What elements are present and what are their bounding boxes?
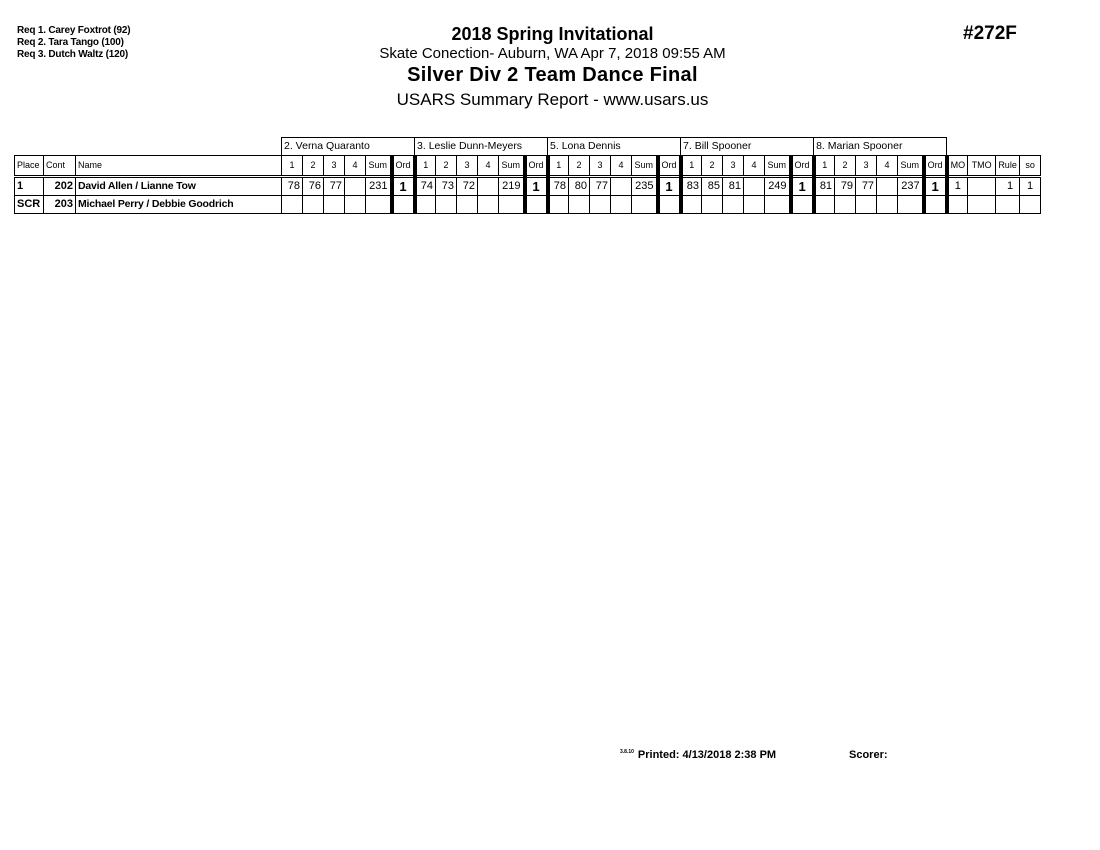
ord-cell (392, 196, 415, 214)
ord-cell: 1 (924, 177, 947, 196)
score-cell (282, 196, 303, 214)
score-cell: 72 (457, 177, 478, 196)
col-j1-ord: Ord (392, 156, 415, 177)
col-j3-4: 4 (611, 156, 632, 177)
score-cell (877, 177, 898, 196)
col-tmo: TMO (968, 156, 996, 177)
sum-cell (366, 196, 392, 214)
col-j4-4: 4 (744, 156, 765, 177)
venue-line: Skate Conection- Auburn, WA Apr 7, 2018 09:55 AM (379, 45, 726, 62)
sum-cell (499, 196, 525, 214)
judge-header-3: 5. Lona Dennis (548, 138, 681, 156)
col-j1-4: 4 (345, 156, 366, 177)
sum-cell: 219 (499, 177, 525, 196)
col-j2-2: 2 (436, 156, 457, 177)
col-j5-3: 3 (856, 156, 877, 177)
ord-cell: 1 (525, 177, 548, 196)
col-j4-1: 1 (681, 156, 702, 177)
requirement-3: Req 3. Dutch Waltz (120) (17, 49, 128, 60)
ord-cell (791, 196, 814, 214)
requirement-2: Req 2. Tara Tango (100) (17, 37, 124, 48)
ord-cell (658, 196, 681, 214)
sum-cell: 231 (366, 177, 392, 196)
score-cell (415, 196, 436, 214)
sum-cell (632, 196, 658, 214)
score-cell: 77 (856, 177, 877, 196)
col-j5-1: 1 (814, 156, 835, 177)
score-cell (611, 196, 632, 214)
score-cell: 76 (303, 177, 324, 196)
col-cont: Cont (44, 156, 76, 177)
place-cell: SCR (15, 196, 44, 214)
ord-cell: 1 (791, 177, 814, 196)
score-cell (856, 196, 877, 214)
col-so: so (1020, 156, 1041, 177)
rule-cell: 1 (996, 177, 1020, 196)
col-j1-1: 1 (282, 156, 303, 177)
col-j4-2: 2 (702, 156, 723, 177)
score-cell (478, 196, 499, 214)
score-cell: 81 (723, 177, 744, 196)
column-header-row (15, 156, 1041, 177)
score-cell: 77 (590, 177, 611, 196)
ord-cell: 1 (392, 177, 415, 196)
score-cell (877, 196, 898, 214)
score-cell: 74 (415, 177, 436, 196)
score-cell (303, 196, 324, 214)
mo-cell: 1 (947, 177, 968, 196)
score-cell: 78 (282, 177, 303, 196)
score-cell: 79 (835, 177, 856, 196)
col-j3-sum: Sum (632, 156, 658, 177)
ord-cell: 1 (658, 177, 681, 196)
score-cell (611, 177, 632, 196)
score-cell (436, 196, 457, 214)
score-cell: 78 (548, 177, 569, 196)
name-cell: David Allen / Lianne Tow (76, 177, 282, 196)
sum-cell: 237 (898, 177, 924, 196)
col-j2-sum: Sum (499, 156, 525, 177)
table-row (15, 196, 1041, 214)
col-j1-2: 2 (303, 156, 324, 177)
tmo-cell (968, 196, 996, 214)
sum-cell: 235 (632, 177, 658, 196)
col-j5-ord: Ord (924, 156, 947, 177)
cont-cell: 203 (44, 196, 76, 214)
col-j2-3: 3 (457, 156, 478, 177)
judge-header-5: 8. Marian Spooner (814, 138, 947, 156)
score-cell: 83 (681, 177, 702, 196)
rule-cell (996, 196, 1020, 214)
table-row (15, 177, 1041, 196)
score-cell (457, 196, 478, 214)
score-cell (345, 177, 366, 196)
score-cell (681, 196, 702, 214)
sum-cell (898, 196, 924, 214)
col-place: Place (15, 156, 44, 177)
report-title: USARS Summary Report - www.usars.us (396, 90, 709, 109)
ord-cell (924, 196, 947, 214)
cont-cell: 202 (44, 177, 76, 196)
mo-cell (947, 196, 968, 214)
col-j5-2: 2 (835, 156, 856, 177)
printed-timestamp: Printed: 4/13/2018 2:38 PM (637, 749, 777, 761)
score-cell (478, 177, 499, 196)
score-cell: 73 (436, 177, 457, 196)
score-cell (723, 196, 744, 214)
score-cell: 85 (702, 177, 723, 196)
name-cell: Michael Perry / Debbie Goodrich (76, 196, 282, 214)
ord-cell (525, 196, 548, 214)
score-cell (702, 196, 723, 214)
judge-header-2: 3. Leslie Dunn-Meyers (415, 138, 548, 156)
tmo-cell (968, 177, 996, 196)
judge-header-4: 7. Bill Spooner (681, 138, 814, 156)
score-cell (835, 196, 856, 214)
so-cell: 1 (1020, 177, 1041, 196)
so-cell (1020, 196, 1041, 214)
col-j3-2: 2 (569, 156, 590, 177)
requirement-1: Req 1. Carey Foxtrot (92) (17, 25, 131, 36)
col-j4-sum: Sum (765, 156, 791, 177)
score-cell (744, 177, 765, 196)
event-number: #272F (963, 23, 1017, 44)
score-cell (814, 196, 835, 214)
score-cell (548, 196, 569, 214)
score-cell (744, 196, 765, 214)
judge-header-row (15, 138, 1041, 156)
sum-cell (765, 196, 791, 214)
col-j5-sum: Sum (898, 156, 924, 177)
score-cell (345, 196, 366, 214)
col-j3-ord: Ord (658, 156, 681, 177)
col-j1-3: 3 (324, 156, 345, 177)
col-mo: MO (947, 156, 968, 177)
col-j4-ord: Ord (791, 156, 814, 177)
score-cell: 81 (814, 177, 835, 196)
score-cell: 80 (569, 177, 590, 196)
results-table (14, 137, 1041, 214)
event-title: Silver Div 2 Team Dance Final (407, 64, 698, 86)
competition-title: 2018 Spring Invitational (451, 24, 654, 44)
col-j2-ord: Ord (525, 156, 548, 177)
col-j2-4: 4 (478, 156, 499, 177)
judge-header-spacer-right (947, 138, 1041, 156)
col-j3-1: 1 (548, 156, 569, 177)
version-label: 3.8.10 (620, 749, 634, 756)
judge-header-spacer (15, 138, 282, 156)
col-name: Name (76, 156, 282, 177)
place-cell: 1 (15, 177, 44, 196)
score-cell (324, 196, 345, 214)
col-j2-1: 1 (415, 156, 436, 177)
score-cell: 77 (324, 177, 345, 196)
score-cell (569, 196, 590, 214)
sum-cell: 249 (765, 177, 791, 196)
judge-header-1: 2. Verna Quaranto (282, 138, 415, 156)
col-j4-3: 3 (723, 156, 744, 177)
col-j3-3: 3 (590, 156, 611, 177)
scorer-label: Scorer: (849, 749, 888, 761)
col-j5-4: 4 (877, 156, 898, 177)
col-rule: Rule (996, 156, 1020, 177)
printed-line (620, 749, 776, 761)
col-j1-sum: Sum (366, 156, 392, 177)
score-cell (590, 196, 611, 214)
